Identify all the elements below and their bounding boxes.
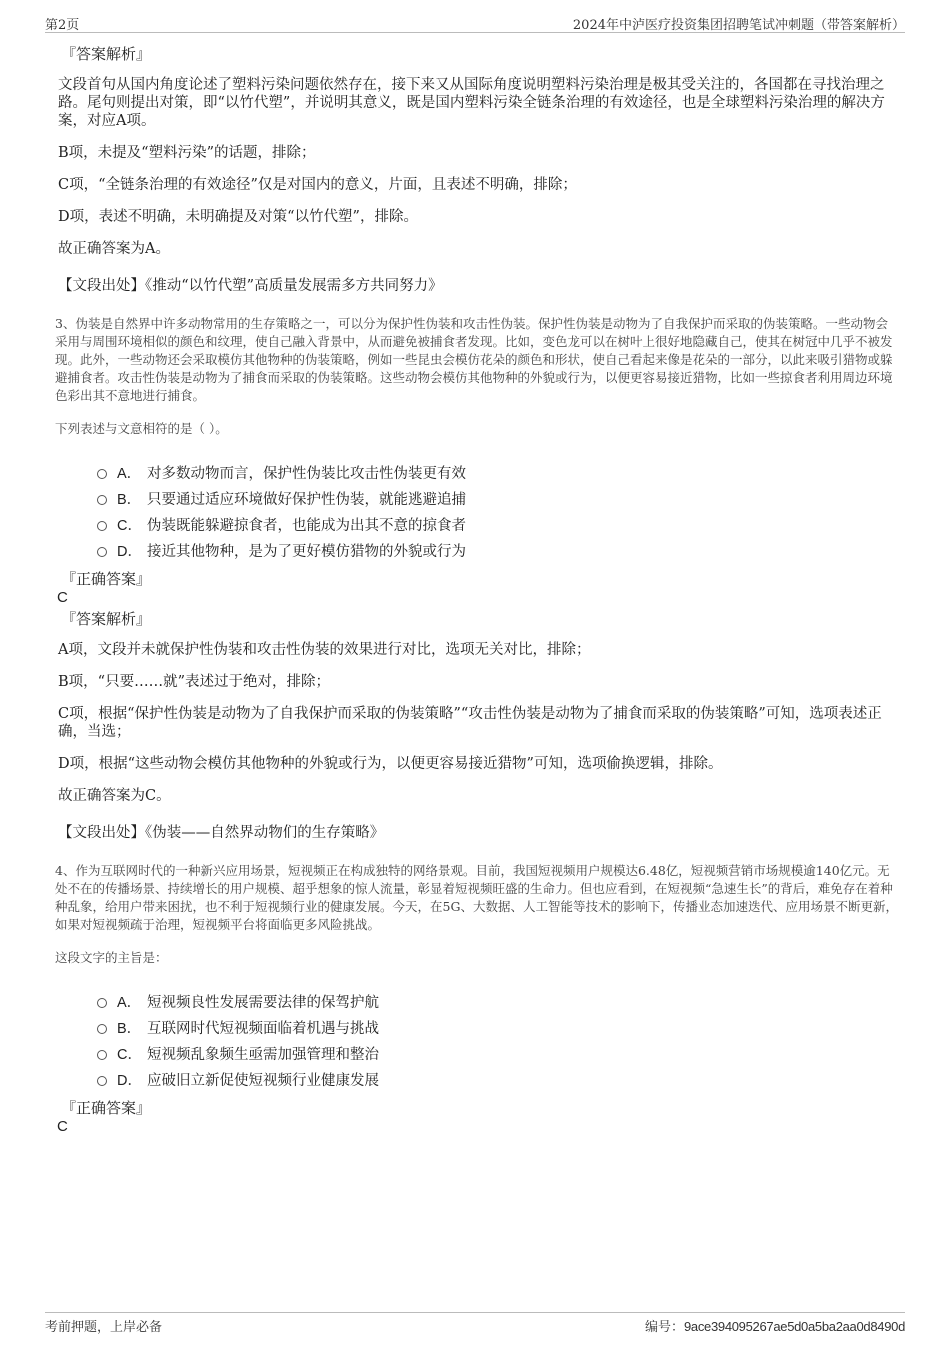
q3-answer: C bbox=[57, 589, 68, 606]
footer-id-label: 编号： bbox=[644, 1320, 684, 1335]
option-text: 接近其他物种，是为了更好模仿猎物的外貌或行为 bbox=[147, 543, 466, 560]
radio-icon[interactable] bbox=[97, 1076, 107, 1086]
page-footer bbox=[45, 1312, 905, 1335]
radio-icon[interactable] bbox=[97, 547, 107, 557]
q4-question-text: 4、作为互联网时代的一种新兴应用场景，短视频正在构成独特的网络景观。目前，我国短视频用户规模达6.48亿，短视频营销市场规模逾140亿元。无处不在的传播场景、持续增长的用户规模、超乎想象的惊人流量，彰显着短视频旺盛的生命力。但也应看到，在短视频“急速生长”的背后，难免存在着种种乱象，给用户带来困扰，也不利于短视频行业的健康发展。今天，在5G、大数据、人工智能等技术的影响下，传播业态加速迭代、应用场景不断更新，如果对短视频疏于治理，短视频平台将面临更多风险挑战。 bbox=[55, 863, 898, 932]
q4-option-d[interactable] bbox=[97, 1066, 900, 1092]
radio-icon[interactable] bbox=[97, 495, 107, 505]
q3-answer-label: 『正确答案』 bbox=[61, 570, 152, 588]
radio-icon[interactable] bbox=[97, 1050, 107, 1060]
option-text: 短视频乱象频生亟需加强管理和整治 bbox=[147, 1046, 379, 1063]
option-text: 应破旧立新促使短视频行业健康发展 bbox=[147, 1072, 379, 1089]
q2-analysis-para: 文段首句从国内角度论述了塑料污染问题依然存在，接下来又从国际角度说明塑料污染治理是极其受关注的，各国都在寻找治理之路。尾句则提出对策，即“以竹代塑”，并说明其意义，既是国内塑料污染全链条治理的有效途径，也是全球塑料污染治理的解决方案，对应A项。 bbox=[58, 77, 885, 129]
option-text: 对多数动物而言，保护性伪装比攻击性伪装更有效 bbox=[147, 465, 466, 482]
footer-slogan: 考前押题，上岸必备 bbox=[45, 1320, 163, 1335]
q3-option-d[interactable] bbox=[97, 537, 900, 563]
option-text: 只要通过适应环境做好保护性伪装，就能逃避追捕 bbox=[147, 491, 466, 508]
radio-icon[interactable] bbox=[97, 521, 107, 531]
document-title: 2024年中泸医疗投资集团招聘笔试冲刺题（带答案解析） bbox=[572, 18, 905, 33]
option-key: D． bbox=[117, 543, 142, 560]
footer-id bbox=[645, 1316, 905, 1335]
option-key: A． bbox=[117, 465, 142, 482]
q4-answer: C bbox=[57, 1118, 68, 1135]
q3-option-b[interactable] bbox=[97, 485, 900, 511]
q3-analysis-d: D项，根据“这些动物会模仿其他物种的外貌或行为，以便更容易接近猎物”可知，选项偷换逻辑，排除。 bbox=[58, 756, 723, 772]
radio-icon[interactable] bbox=[97, 1024, 107, 1034]
option-key: C． bbox=[117, 517, 142, 534]
q4-option-b[interactable] bbox=[97, 1014, 900, 1040]
option-key: B． bbox=[117, 1020, 142, 1037]
q3-option-a[interactable] bbox=[97, 459, 900, 485]
q2-conclusion: 故正确答案为A。 bbox=[58, 241, 170, 257]
q4-prompt: 这段文字的主旨是： bbox=[55, 950, 168, 965]
q2-analysis-b: B项，未提及“塑料污染”的话题，排除； bbox=[58, 145, 316, 161]
q3-analysis-a: A项，文段并未就保护性伪装和攻击性伪装的效果进行对比，选项无关对比，排除； bbox=[58, 642, 591, 658]
page-header bbox=[45, 14, 905, 33]
option-key: A． bbox=[117, 994, 142, 1011]
q3-prompt: 下列表述与文意相符的是（ ）。 bbox=[55, 421, 228, 436]
q2-source: 【文段出处】《推动“以竹代塑”高质量发展需多方共同努力》 bbox=[58, 278, 443, 294]
page-number: 第2页 bbox=[45, 18, 80, 33]
footer-id-code: 9ace394095267ae5d0a5ba2aa0d8490d bbox=[683, 1319, 905, 1334]
q3-analysis-label: 『答案解析』 bbox=[61, 610, 152, 628]
q3-analysis-b: B项，“只要……就”表述过于绝对，排除； bbox=[58, 674, 330, 690]
radio-icon[interactable] bbox=[97, 998, 107, 1008]
q2-analysis-d: D项，表述不明确，未明确提及对策“以竹代塑”，排除。 bbox=[58, 209, 418, 225]
q3-analysis-c: C项，根据“保护性伪装是动物为了自我保护而采取的伪装策略”“攻击性伪装是动物为了捕食而采取的伪装策略”可知，选项表述正确，当选； bbox=[58, 706, 882, 740]
option-text: 伪装既能躲避掠食者，也能成为出其不意的掠食者 bbox=[147, 517, 466, 534]
option-text: 短视频良性发展需要法律的保驾护航 bbox=[147, 994, 379, 1011]
q3-source: 【文段出处】《伪装——自然界动物们的生存策略》 bbox=[58, 825, 385, 841]
q2-analysis-label: 『答案解析』 bbox=[61, 45, 152, 63]
q3-conclusion: 故正确答案为C。 bbox=[58, 788, 171, 804]
option-key: B． bbox=[117, 491, 142, 508]
q3-options bbox=[97, 459, 900, 563]
q4-options bbox=[97, 988, 900, 1092]
option-text: 互联网时代短视频面临着机遇与挑战 bbox=[147, 1020, 379, 1037]
q2-analysis-c: C项，“全链条治理的有效途径”仅是对国内的意义，片面，且表述不明确，排除； bbox=[58, 177, 577, 193]
q3-question-text: 3、伪装是自然界中许多动物常用的生存策略之一，可以分为保护性伪装和攻击性伪装。保护性伪装是动物为了自我保护而采取的伪装策略。一些动物会采用与周围环境相似的颜色和纹理，使自己融入背景中，从而避免被捕食者发现。比如，变色龙可以在树叶上很好地隐藏自己，使其在树冠中几乎不被发现。此外，一些动物还会采取模仿其他物种的伪装策略，例如一些昆虫会模仿花朵的颜色和形状，使自己看起来像是花朵的一部分，以此来吸引猎物或躲避捕食者。攻击性伪装是动物为了捕食而采取的伪装策略。这些动物会模仿其他物种的外貌或行为，以便更容易接近猎物，比如一些掠食者利用周边环境色彩出其不意地进行捕食。 bbox=[55, 316, 893, 403]
q4-answer-label: 『正确答案』 bbox=[61, 1099, 152, 1117]
q4-option-c[interactable] bbox=[97, 1040, 900, 1066]
document-content bbox=[55, 44, 900, 1136]
q4-option-a[interactable] bbox=[97, 988, 900, 1014]
option-key: D． bbox=[117, 1072, 142, 1089]
option-key: C． bbox=[117, 1046, 142, 1063]
q3-option-c[interactable] bbox=[97, 511, 900, 537]
radio-icon[interactable] bbox=[97, 469, 107, 479]
